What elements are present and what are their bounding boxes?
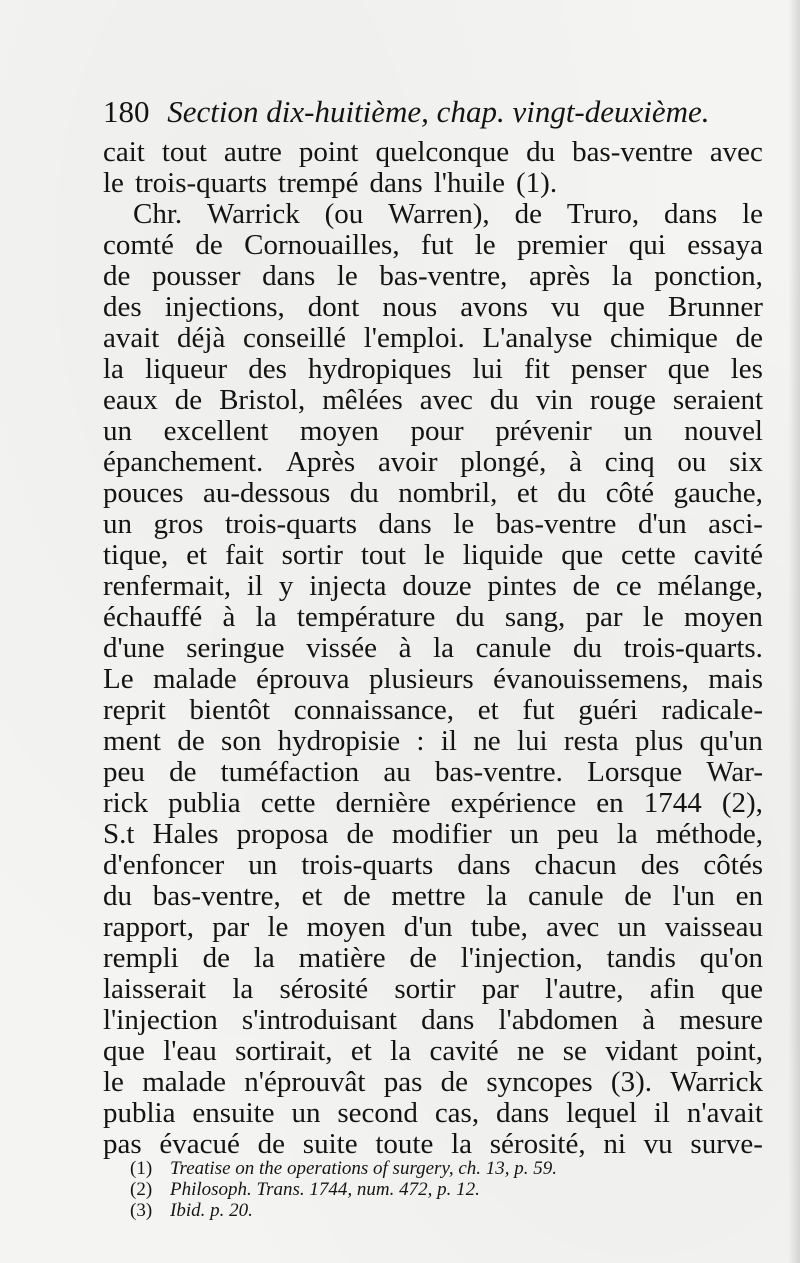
- text-line: reprit bientôt connaissance, et fut guéri radicale-: [103, 694, 763, 726]
- text-line: l'injection s'introduisant dans l'abdomen à mesure: [103, 1004, 763, 1036]
- text-line: publia ensuite un second cas, dans lequel il n'avait: [103, 1097, 763, 1129]
- text-line: des injections, dont nous avons vu que Brunner: [103, 291, 763, 323]
- text-line: rempli de la matière de l'injection, tandis qu'on: [103, 942, 763, 974]
- text-line: un gros trois-quarts dans le bas-ventre d'un asci-: [103, 508, 763, 540]
- text-line: cait tout autre point quelconque du bas-ventre avec: [103, 136, 763, 168]
- text-line: comté de Cornouailles, fut le premier qui essaya: [103, 229, 763, 261]
- page-number: 180: [103, 94, 150, 129]
- body-text: [103, 137, 763, 1160]
- footnote: [130, 1200, 690, 1221]
- page-gutter-shadow: [788, 0, 800, 1263]
- text-line: d'enfoncer un trois-quarts dans chacun des côtés: [103, 849, 763, 881]
- text-line: ment de son hydropisie : il ne lui resta plus qu'un: [103, 725, 763, 757]
- footnote-number: (1): [130, 1158, 153, 1179]
- footnote-text: Philosoph. Trans. 1744, num. 472, p. 12.: [170, 1179, 480, 1200]
- footnote: [130, 1179, 690, 1200]
- text-line: le trois-quarts trempé dans l'huile (1).: [103, 167, 558, 199]
- text-line: Le malade éprouva plusieurs évanouissemens, mais: [103, 663, 763, 695]
- text-line: tique, et fait sortir tout le liquide que cette cavité: [103, 539, 763, 571]
- running-head-title: Section dix-huitième, chap. vingt-deuxième.: [167, 94, 710, 129]
- footnotes: [130, 1158, 690, 1221]
- footnote-text: Treatise on the operations of surgery, ch. 13, p. 59.: [170, 1158, 558, 1179]
- text-line: rapport, par le moyen d'un tube, avec un vaisseau: [103, 911, 763, 943]
- text-line: que l'eau sortirait, et la cavité ne se vidant point,: [103, 1035, 763, 1067]
- text-line: pouces au-dessous du nombril, et du côté gauche,: [103, 477, 763, 509]
- running-head: [103, 92, 763, 132]
- text-line: de pousser dans le bas-ventre, après la ponction,: [103, 260, 763, 292]
- text-line: du bas-ventre, et de mettre la canule de l'un en: [103, 880, 763, 912]
- text-line: rick publia cette dernière expérience en 1744 (2),: [103, 787, 763, 819]
- text-line: le malade n'éprouvât pas de syncopes (3). Warrick: [103, 1066, 763, 1098]
- footnote: [130, 1158, 690, 1179]
- text-line: échauffé à la température du sang, par le moyen: [103, 601, 763, 633]
- text-line: eaux de Bristol, mêlées avec du vin rouge seraient: [103, 384, 763, 416]
- text-line: pas évacué de suite toute la sérosité, ni vu surve-: [103, 1128, 763, 1160]
- text-line: renfermait, il y injecta douze pintes de ce mélange,: [103, 570, 763, 602]
- text-line: la liqueur des hydropiques lui fit penser que les: [103, 353, 763, 385]
- text-line: laisserait la sérosité sortir par l'autre, afin que: [103, 973, 763, 1005]
- text-line: avait déjà conseillé l'emploi. L'analyse chimique de: [103, 322, 763, 354]
- text-line: épanchement. Après avoir plongé, à cinq ou six: [103, 446, 763, 478]
- text-line: S.t Hales proposa de modifier un peu la méthode,: [103, 818, 763, 850]
- footnote-text: Ibid. p. 20.: [170, 1200, 253, 1221]
- footnote-number: (2): [130, 1179, 153, 1200]
- text-line: Chr. Warrick (ou Warren), de Truro, dans le: [133, 198, 763, 230]
- text-line: un excellent moyen pour prévenir un nouvel: [103, 415, 763, 447]
- text-line: peu de tuméfaction au bas-ventre. Lorsque War-: [103, 756, 763, 788]
- footnote-number: (3): [130, 1200, 153, 1221]
- text-line: d'une seringue vissée à la canule du trois-quarts.: [103, 632, 763, 664]
